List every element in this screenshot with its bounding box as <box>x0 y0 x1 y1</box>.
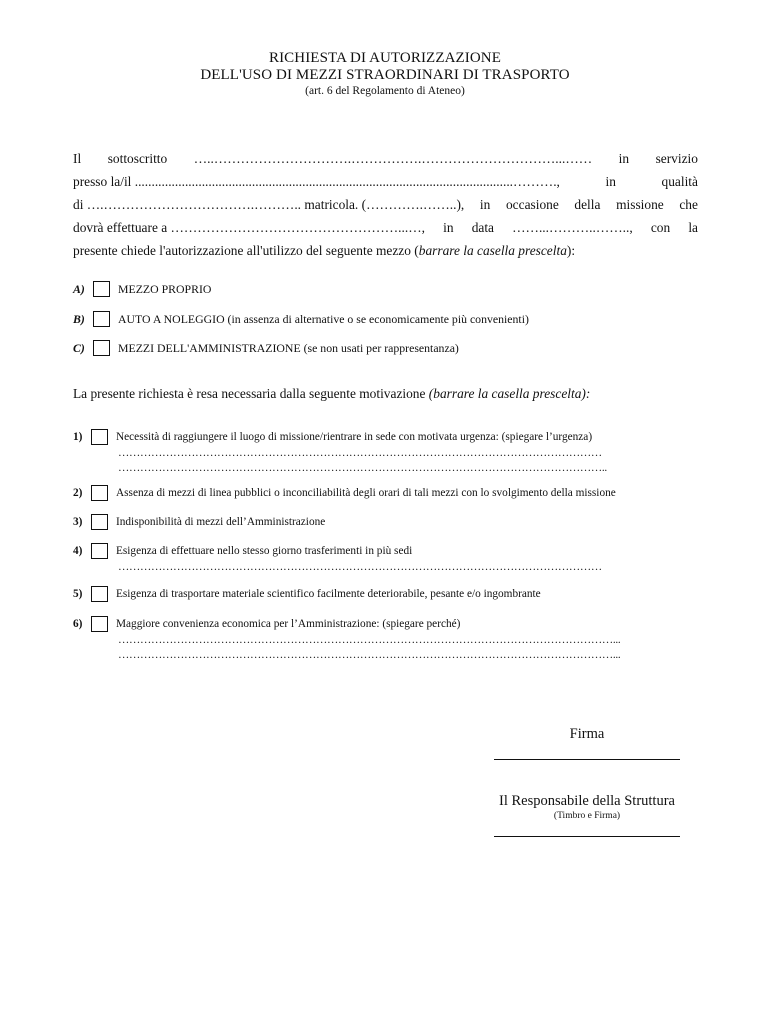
intro-text: presente chiede l'autorizzazione all'utilizzo del seguente mezzo ( <box>73 243 419 258</box>
name-blank: …..………………………….…………….…………………………...…… <box>193 151 593 166</box>
intro-line-5 <box>73 239 698 262</box>
intro-word: servizio <box>655 151 698 166</box>
reason-4 <box>73 542 693 575</box>
reason-3 <box>73 513 325 531</box>
reason-number: 4) <box>73 545 83 557</box>
intro-word: con <box>650 220 671 235</box>
option-a-checkbox[interactable] <box>93 281 110 297</box>
reason-6-blank-line[interactable]: ………………………………………………………………………………………………………………………... <box>118 649 621 661</box>
responsible-label: Il Responsabile della Struttura <box>499 793 675 809</box>
role-matricola-blank: di ….…………………………….……….. matricola. (………….……..), <box>73 197 465 212</box>
destination-blank: dovrà effettuare a ……………………………………………...…, <box>73 220 425 235</box>
option-letter: A) <box>73 281 85 296</box>
reason-number: 5) <box>73 588 83 600</box>
intro-word: in <box>618 151 630 166</box>
reason-2 <box>73 484 616 502</box>
reason-text: Indisponibilità di mezzi dell’Amministrazione <box>116 516 326 528</box>
intro-word: la <box>688 220 698 235</box>
option-label: AUTO A NOLEGGIO (in assenza di alternative o se economicamente più convenienti) <box>118 311 529 326</box>
reason-6-checkbox[interactable] <box>91 616 108 632</box>
reason-6 <box>73 615 693 663</box>
reason-text: Maggiore convenienza economica per l’Amministrazione: (spiegare perché) <box>116 618 461 630</box>
intro-text: ): <box>566 243 576 258</box>
intro-word: in <box>443 220 454 235</box>
reason-text: Esigenza di effettuare nello stesso giorno trasferimenti in più sedi <box>116 545 413 557</box>
motivation-heading <box>73 386 590 402</box>
option-letter: B) <box>73 311 85 326</box>
option-c <box>73 338 459 358</box>
signature-line[interactable] <box>494 759 680 760</box>
intro-word: occasione <box>505 197 559 212</box>
reason-1-blank-line[interactable]: …………………………………………………………………………………………………………………… <box>118 447 602 459</box>
signature-label: Firma <box>569 726 605 742</box>
title-line-1: RICHIESTA DI AUTORIZZAZIONE <box>268 50 502 66</box>
structure-blank: presso la/il .................................................................................................................………., <box>73 174 560 189</box>
motivation-instruction: (barrare la casella prescelta): <box>428 386 591 401</box>
option-a <box>73 279 211 299</box>
intro-paragraph <box>73 147 698 262</box>
option-b-checkbox[interactable] <box>93 311 110 327</box>
option-label: MEZZI DELL'AMMINISTRAZIONE (se non usati per rappresentanza) <box>118 340 459 355</box>
reason-1-blank-line[interactable]: …………………………………………………………………………………………………………………….. <box>118 462 607 474</box>
reason-text: Necessità di raggiungere il luogo di missione/rientrare in sede con motivata urgenza: (spiegare l’urgenza) <box>116 431 593 443</box>
intro-word: in <box>479 197 491 212</box>
reason-5-checkbox[interactable] <box>91 586 108 602</box>
motivation-text: La presente richiesta è resa necessaria dalla seguente motivazione <box>73 386 429 401</box>
reason-1 <box>73 428 693 476</box>
intro-word: che <box>679 197 698 212</box>
option-c-checkbox[interactable] <box>93 340 110 356</box>
responsible-signature-line[interactable] <box>494 836 680 837</box>
title-line-2: DELL'USO DI MEZZI STRAORDINARI DI TRASPORTO <box>200 67 570 83</box>
intro-word: in <box>605 174 616 189</box>
reason-3-checkbox[interactable] <box>91 514 108 530</box>
intro-word: Il <box>73 151 82 166</box>
reason-6-blank-line[interactable]: ………………………………………………………………………………………………………………………... <box>118 634 621 646</box>
intro-word: sottoscritto <box>107 151 168 166</box>
date-blank: ……...………..…….., <box>512 220 633 235</box>
intro-word: data <box>471 220 494 235</box>
intro-line-1 <box>73 147 698 170</box>
intro-line-4 <box>73 216 698 239</box>
reason-2-checkbox[interactable] <box>91 485 108 501</box>
document-header <box>0 50 770 99</box>
reason-number: 6) <box>73 618 83 630</box>
reason-1-checkbox[interactable] <box>91 429 108 445</box>
instruction-italic: barrare la casella prescelta <box>418 243 567 258</box>
subtitle: (art. 6 del Regolamento di Ateneo) <box>305 85 465 97</box>
intro-word: missione <box>616 197 664 212</box>
reason-number: 1) <box>73 431 83 443</box>
intro-word: qualità <box>661 174 698 189</box>
reason-5 <box>73 585 541 603</box>
intro-line-3 <box>73 193 698 216</box>
reason-text: Assenza di mezzi di linea pubblici o inconciliabilità degli orari di tali mezzi con lo svolgimento della missione <box>116 487 616 499</box>
intro-word: della <box>574 197 601 212</box>
reason-4-checkbox[interactable] <box>91 543 108 559</box>
reason-number: 3) <box>73 516 83 528</box>
reason-4-blank-line[interactable]: …………………………………………………………………………………………………………………… <box>118 561 602 573</box>
option-letter: C) <box>73 340 85 355</box>
reason-number: 2) <box>73 487 83 499</box>
option-b <box>73 309 529 329</box>
reason-text: Esigenza di trasportare materiale scientifico facilmente deteriorabile, pesante e/o ingombrante <box>116 588 541 600</box>
intro-line-2 <box>73 170 698 193</box>
stamp-note: (Timbro e Firma) <box>553 811 621 821</box>
option-label: MEZZO PROPRIO <box>118 281 212 296</box>
